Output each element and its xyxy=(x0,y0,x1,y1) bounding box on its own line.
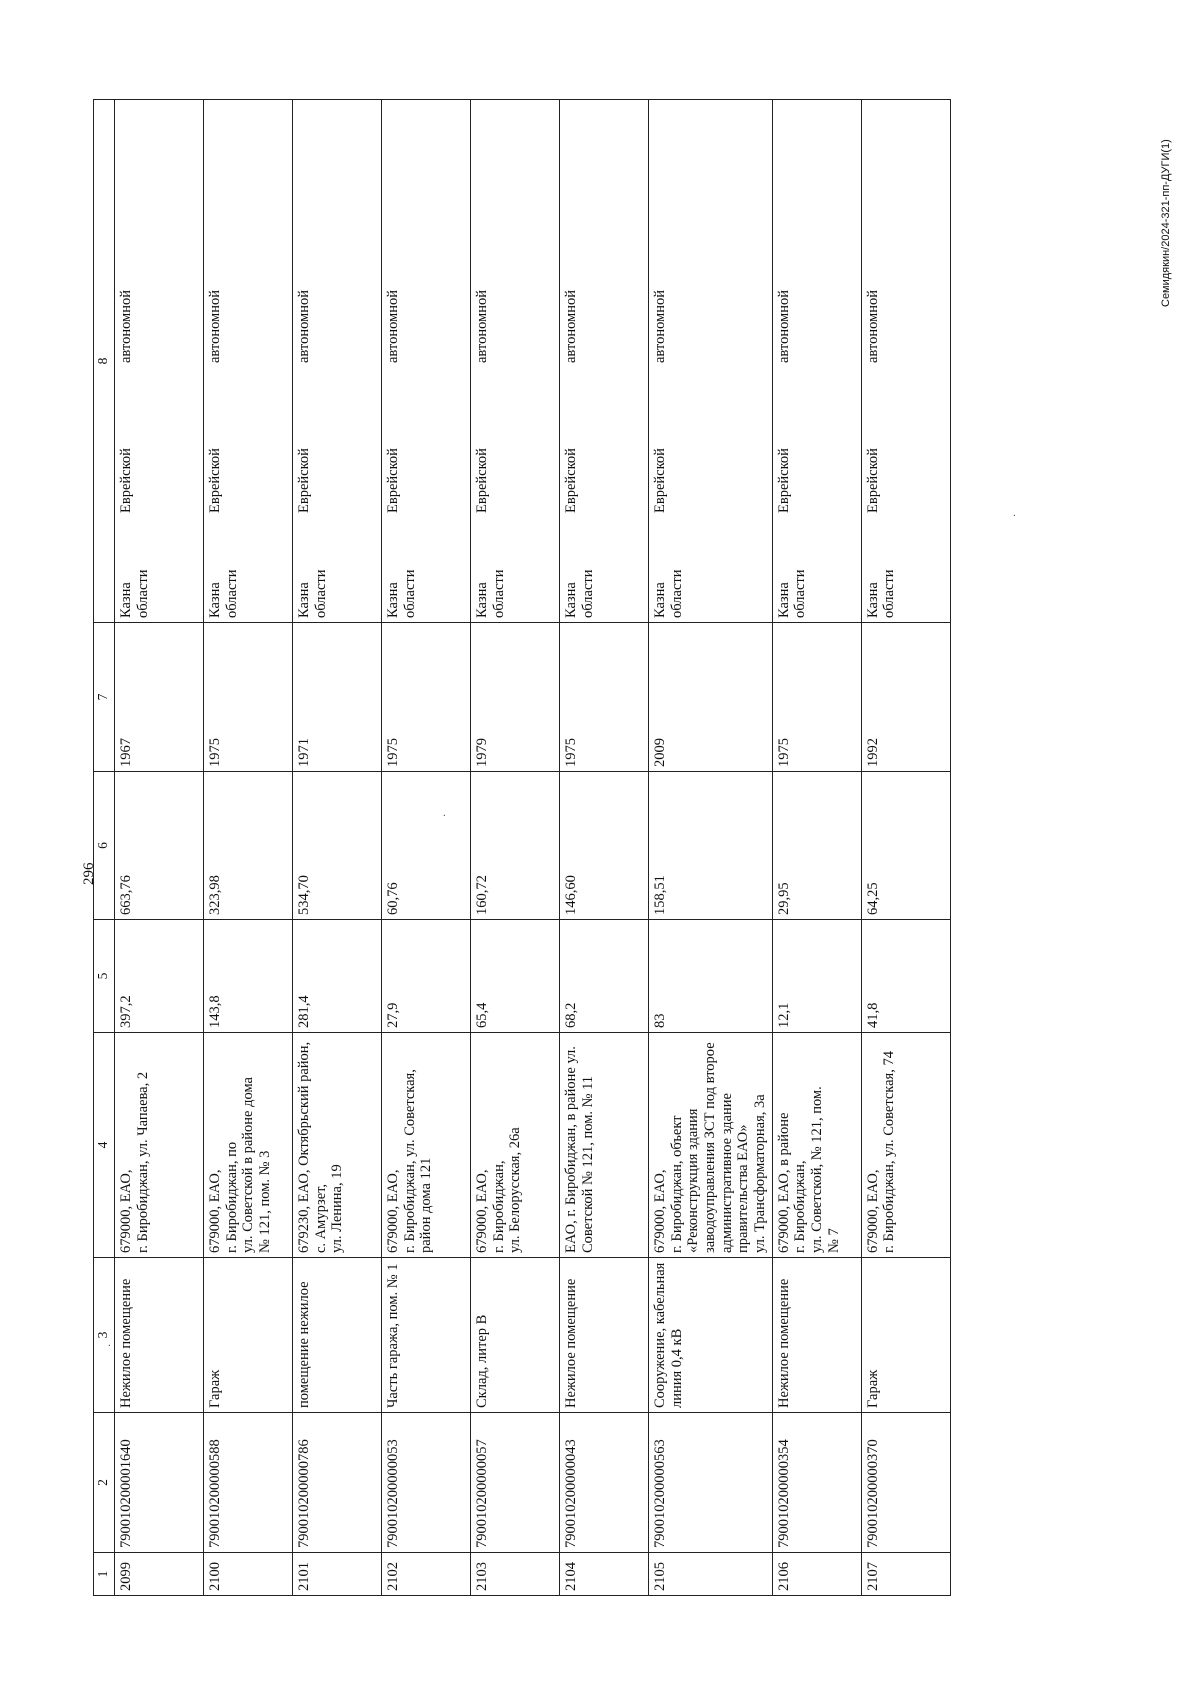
owner-text xyxy=(296,104,329,618)
registry-number-cell: 790010200000043 xyxy=(560,1413,649,1553)
owner-word: Еврейской xyxy=(296,448,312,513)
area-cell: 83 xyxy=(649,920,773,1033)
object-name-cell: Нежилое помещение xyxy=(115,1258,204,1413)
year-cell: 1975 xyxy=(772,623,861,772)
owner-cell xyxy=(560,100,649,623)
page-number: 296 xyxy=(81,862,97,885)
cost-cell: 323,98 xyxy=(204,772,293,920)
column-header: 1 xyxy=(94,1553,115,1596)
address-cell: 679000, ЕАО, г. Биробиджан, объект «Реконструкция здания заводоуправления ЗСТ под второе административное здание правительства ЕАО» ул. Трансформаторная, 3а xyxy=(649,1033,773,1258)
cost-cell: 146,60 xyxy=(560,772,649,920)
address-cell: 679230, ЕАО, Октябрьский район, с. Амурзет, ул. Ленина, 19 xyxy=(293,1033,382,1258)
registry-number-cell: 790010200000354 xyxy=(772,1413,861,1553)
owner-text xyxy=(865,104,898,618)
owner-word: Казна области xyxy=(296,569,329,618)
owner-word: автономной xyxy=(207,290,223,363)
row-number-cell: 2104 xyxy=(560,1553,649,1596)
row-number-cell: 2103 xyxy=(471,1553,560,1596)
object-name-cell: Нежилое помещение xyxy=(560,1258,649,1413)
owner-text xyxy=(652,104,685,618)
address-cell: 679000, ЕАО, г. Биробиджан, по ул. Советской в районе дома № 121, пом. № 3 xyxy=(204,1033,293,1258)
scan-speck: · xyxy=(1010,513,1021,517)
row-number-cell: 2106 xyxy=(772,1553,861,1596)
area-cell: 281,4 xyxy=(293,920,382,1033)
table-row xyxy=(649,100,773,1596)
registry-number-cell: 790010200000563 xyxy=(649,1413,773,1553)
owner-word: автономной xyxy=(296,290,312,363)
cost-cell: 160,72 xyxy=(471,772,560,920)
owner-word: автономной xyxy=(385,290,401,363)
registry-number-cell: 790010200000057 xyxy=(471,1413,560,1553)
table-row xyxy=(772,100,861,1596)
owner-word: Еврейской xyxy=(775,448,792,513)
owner-text xyxy=(474,104,507,618)
document-footer-id: Семидякин/2024-321-пп-ДУГИ(1) xyxy=(1160,139,1172,307)
object-name-cell: Склад, литер В xyxy=(471,1258,560,1413)
address-cell: ЕАО, г. Биробиджан, в районе ул. Советской № 121, пом. № 11 xyxy=(560,1033,649,1258)
cost-cell: 29,95 xyxy=(772,772,861,920)
area-cell: 12,1 xyxy=(772,920,861,1033)
owner-word: Казна области xyxy=(474,569,507,618)
table-row xyxy=(861,100,950,1596)
scan-speck: · xyxy=(440,813,451,817)
year-cell: 1975 xyxy=(382,623,471,772)
cost-cell: 663,76 xyxy=(115,772,204,920)
owner-cell xyxy=(772,100,861,623)
row-number-cell: 2105 xyxy=(649,1553,773,1596)
area-cell: 41,8 xyxy=(861,920,950,1033)
address-cell: 679000, ЕАО, г. Биробиджан, ул. Советская, район дома 121 xyxy=(382,1033,471,1258)
registry-number-cell: 790010200000588 xyxy=(204,1413,293,1553)
owner-word: Еврейской xyxy=(563,448,579,513)
row-number-cell: 2101 xyxy=(293,1553,382,1596)
owner-word: Еврейской xyxy=(652,448,668,513)
owner-word: Казна области xyxy=(864,569,898,618)
row-number-cell: 2099 xyxy=(115,1553,204,1596)
column-number-row xyxy=(94,100,115,1596)
owner-cell xyxy=(382,100,471,623)
owner-text xyxy=(385,104,418,618)
cost-cell: 534,70 xyxy=(293,772,382,920)
area-cell: 65,4 xyxy=(471,920,560,1033)
owner-word: Казна области xyxy=(385,569,418,618)
area-cell: 397,2 xyxy=(115,920,204,1033)
object-name-cell: Гараж xyxy=(204,1258,293,1413)
owner-word: Казна области xyxy=(207,569,240,618)
cost-cell: 158,51 xyxy=(649,772,773,920)
object-name-cell: Часть гаража, пом. № 1 xyxy=(382,1258,471,1413)
property-registry-table xyxy=(93,99,951,1596)
registry-body xyxy=(115,100,951,1596)
owner-text xyxy=(563,104,596,618)
owner-text xyxy=(118,104,151,618)
area-cell: 27,9 xyxy=(382,920,471,1033)
owner-cell xyxy=(204,100,293,623)
table-row xyxy=(204,100,293,1596)
registry-number-cell: 790010200001640 xyxy=(115,1413,204,1553)
year-cell: 1971 xyxy=(293,623,382,772)
address-cell: 679000, ЕАО, г. Биробиджан, ул. Белорусская, 26а xyxy=(471,1033,560,1258)
column-header: 6 xyxy=(94,772,115,920)
table-row xyxy=(382,100,471,1596)
year-cell: 1992 xyxy=(861,623,950,772)
owner-cell xyxy=(649,100,773,623)
object-name-cell: помещение нежилое xyxy=(293,1258,382,1413)
owner-text xyxy=(207,104,240,618)
row-number-cell: 2107 xyxy=(861,1553,950,1596)
column-header: 3 xyxy=(94,1258,115,1413)
table-row xyxy=(115,100,204,1596)
owner-word: Еврейской xyxy=(385,448,401,513)
year-cell: 1967 xyxy=(115,623,204,772)
column-header: 8 xyxy=(94,100,115,623)
registry-number-cell: 790010200000786 xyxy=(293,1413,382,1553)
column-header: 7 xyxy=(94,623,115,772)
owner-text xyxy=(776,104,809,618)
table-row xyxy=(293,100,382,1596)
object-name-cell: Гараж xyxy=(861,1258,950,1413)
owner-cell xyxy=(471,100,560,623)
table-row xyxy=(471,100,560,1596)
owner-word: автономной xyxy=(474,290,490,363)
column-header: 2 xyxy=(94,1413,115,1553)
row-number-cell: 2102 xyxy=(382,1553,471,1596)
object-name-cell: Сооружение, кабельная линия 0,4 кВ xyxy=(649,1258,773,1413)
year-cell: 1975 xyxy=(560,623,649,772)
cost-cell: 64,25 xyxy=(861,772,950,920)
owner-cell xyxy=(861,100,950,623)
owner-word: Еврейской xyxy=(474,448,490,513)
year-cell: 2009 xyxy=(649,623,773,772)
owner-word: автономной xyxy=(864,290,881,363)
area-cell: 68,2 xyxy=(560,920,649,1033)
owner-word: Еврейской xyxy=(118,448,134,513)
column-header: 5 xyxy=(94,920,115,1033)
owner-cell xyxy=(115,100,204,623)
owner-word: Еврейской xyxy=(207,448,223,513)
table-row xyxy=(560,100,649,1596)
owner-word: автономной xyxy=(563,290,579,363)
cost-cell: 60,76 xyxy=(382,772,471,920)
year-cell: 1979 xyxy=(471,623,560,772)
owner-word: Казна области xyxy=(652,569,685,618)
registry-number-cell: 790010200000053 xyxy=(382,1413,471,1553)
year-cell: 1975 xyxy=(204,623,293,772)
owner-word: Казна области xyxy=(118,569,151,618)
address-cell: 679000, ЕАО, г. Биробиджан, ул. Чапаева, 2 xyxy=(115,1033,204,1258)
owner-word: автономной xyxy=(652,290,668,363)
registry-number-cell: 790010200000370 xyxy=(861,1413,950,1553)
owner-word: автономной xyxy=(775,290,792,363)
object-name-cell: Нежилое помещение xyxy=(772,1258,861,1413)
owner-word: Еврейской xyxy=(864,448,881,513)
owner-cell xyxy=(293,100,382,623)
area-cell: 143,8 xyxy=(204,920,293,1033)
address-cell: 679000, ЕАО, г. Биробиджан, ул. Советская, 74 xyxy=(861,1033,950,1258)
address-cell: 679000, ЕАО, в районе г. Биробиджан, ул. Советской, № 121, пом. № 7 xyxy=(772,1033,861,1258)
owner-word: Казна области xyxy=(563,569,596,618)
owner-word: Казна области xyxy=(775,569,809,618)
scan-speck: · xyxy=(105,1343,116,1347)
row-number-cell: 2100 xyxy=(204,1553,293,1596)
column-header: 4 xyxy=(94,1033,115,1258)
owner-word: автономной xyxy=(118,290,134,363)
